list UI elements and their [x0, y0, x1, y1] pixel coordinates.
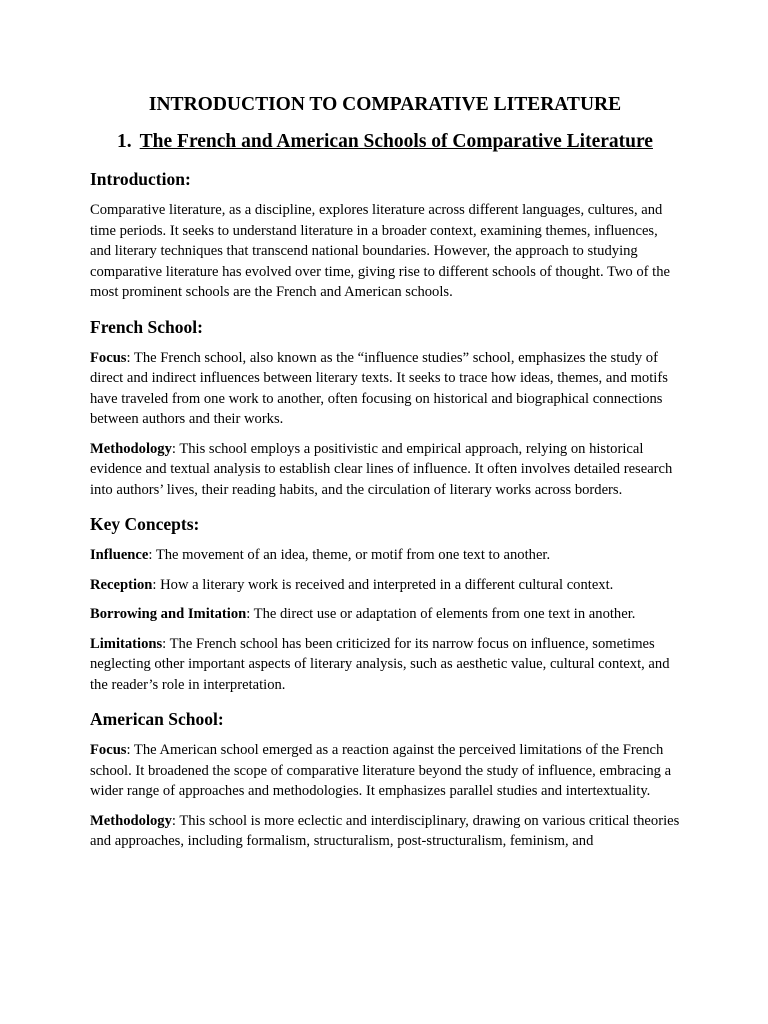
- french-focus-term: Focus: [90, 349, 127, 366]
- american-focus-term: Focus: [90, 742, 127, 758]
- introduction-paragraph: Comparative literature, as a discipline, explores literature across different languages, cultures, and time periods. It seeks to understand literature in a broader context, examining themes, influences, and literary techniques that transcend national boundaries. However, the approach to studying comparative literature has evolved over time, giving rise to different schools of thought. Two of the most prominent schools are the French and American schools.: [90, 202, 671, 300]
- key-concept-term: Reception: [90, 576, 153, 593]
- key-concept-text: : The movement of an idea, theme, or motif from one text to another.: [148, 547, 551, 563]
- american-focus-text: : The American school emerged as a reaction against the perceived limitations of the French school. It broadened the scope of comparative literature beyond the study of influence, embracing a wider range of approaches and methodologies. It emphasizes parallel studies and intertextuality.: [90, 742, 672, 799]
- key-concept-text: : The direct use or adaptation of elements from one text in another.: [246, 606, 636, 622]
- document-title: INTRODUCTION TO COMPARATIVE LITERATURE: [148, 94, 622, 115]
- key-concept-item: [90, 545, 680, 566]
- french-methodology-text: : This school employs a positivistic and empirical approach, relying on historical evidence and textual analysis to establish clear lines of influence. It often involves detailed research into authors’ lives, their reading habits, and the circulation of literary works across borders.: [90, 440, 673, 498]
- american-methodology-text: : This school is more eclectic and interdisciplinary, drawing on various critical theories and approaches, including formalism, structuralism, post-structuralism, feminism, and: [90, 812, 680, 849]
- french-school-heading: French School:: [90, 316, 203, 337]
- french-methodology-paragraph: [90, 439, 680, 501]
- key-concept-item: [90, 575, 680, 596]
- american-methodology-paragraph: [90, 811, 680, 852]
- document-page: [90, 92, 680, 852]
- section-number: 1.: [117, 131, 132, 152]
- key-concept-term: Borrowing and Imitation: [90, 606, 247, 622]
- section-title: The French and American Schools of Comparative Literature: [139, 131, 653, 152]
- key-concept-item: [90, 634, 680, 696]
- key-concept-term: Influence: [90, 547, 149, 563]
- french-focus-paragraph: [90, 348, 680, 430]
- key-concept-term: Limitations: [90, 635, 163, 652]
- section-heading: [90, 129, 680, 155]
- french-focus-text: : The French school, also known as the “influence studies” school, emphasizes the study of direct and indirect influences between literary texts. It seeks to trace how ideas, themes, and motifs have traveled from one work to another, often focusing on historical and biographical connections between authors and their works.: [90, 349, 668, 427]
- french-methodology-term: Methodology: [90, 440, 172, 457]
- introduction-heading: Introduction:: [90, 169, 191, 189]
- key-concept-text: : How a literary work is received and interpreted in a different cultural context.: [152, 576, 614, 593]
- key-concept-item: [90, 604, 680, 625]
- american-methodology-term: Methodology: [90, 812, 172, 829]
- key-concept-text: : The French school has been criticized for its narrow focus on influence, sometimes neglecting other important aspects of literary analysis, such as aesthetic value, cultural context, and the reader’s role in interpretation.: [90, 635, 670, 693]
- american-focus-paragraph: [90, 740, 680, 802]
- key-concepts-heading: Key Concepts:: [90, 514, 200, 534]
- american-school-heading: American School:: [90, 709, 224, 729]
